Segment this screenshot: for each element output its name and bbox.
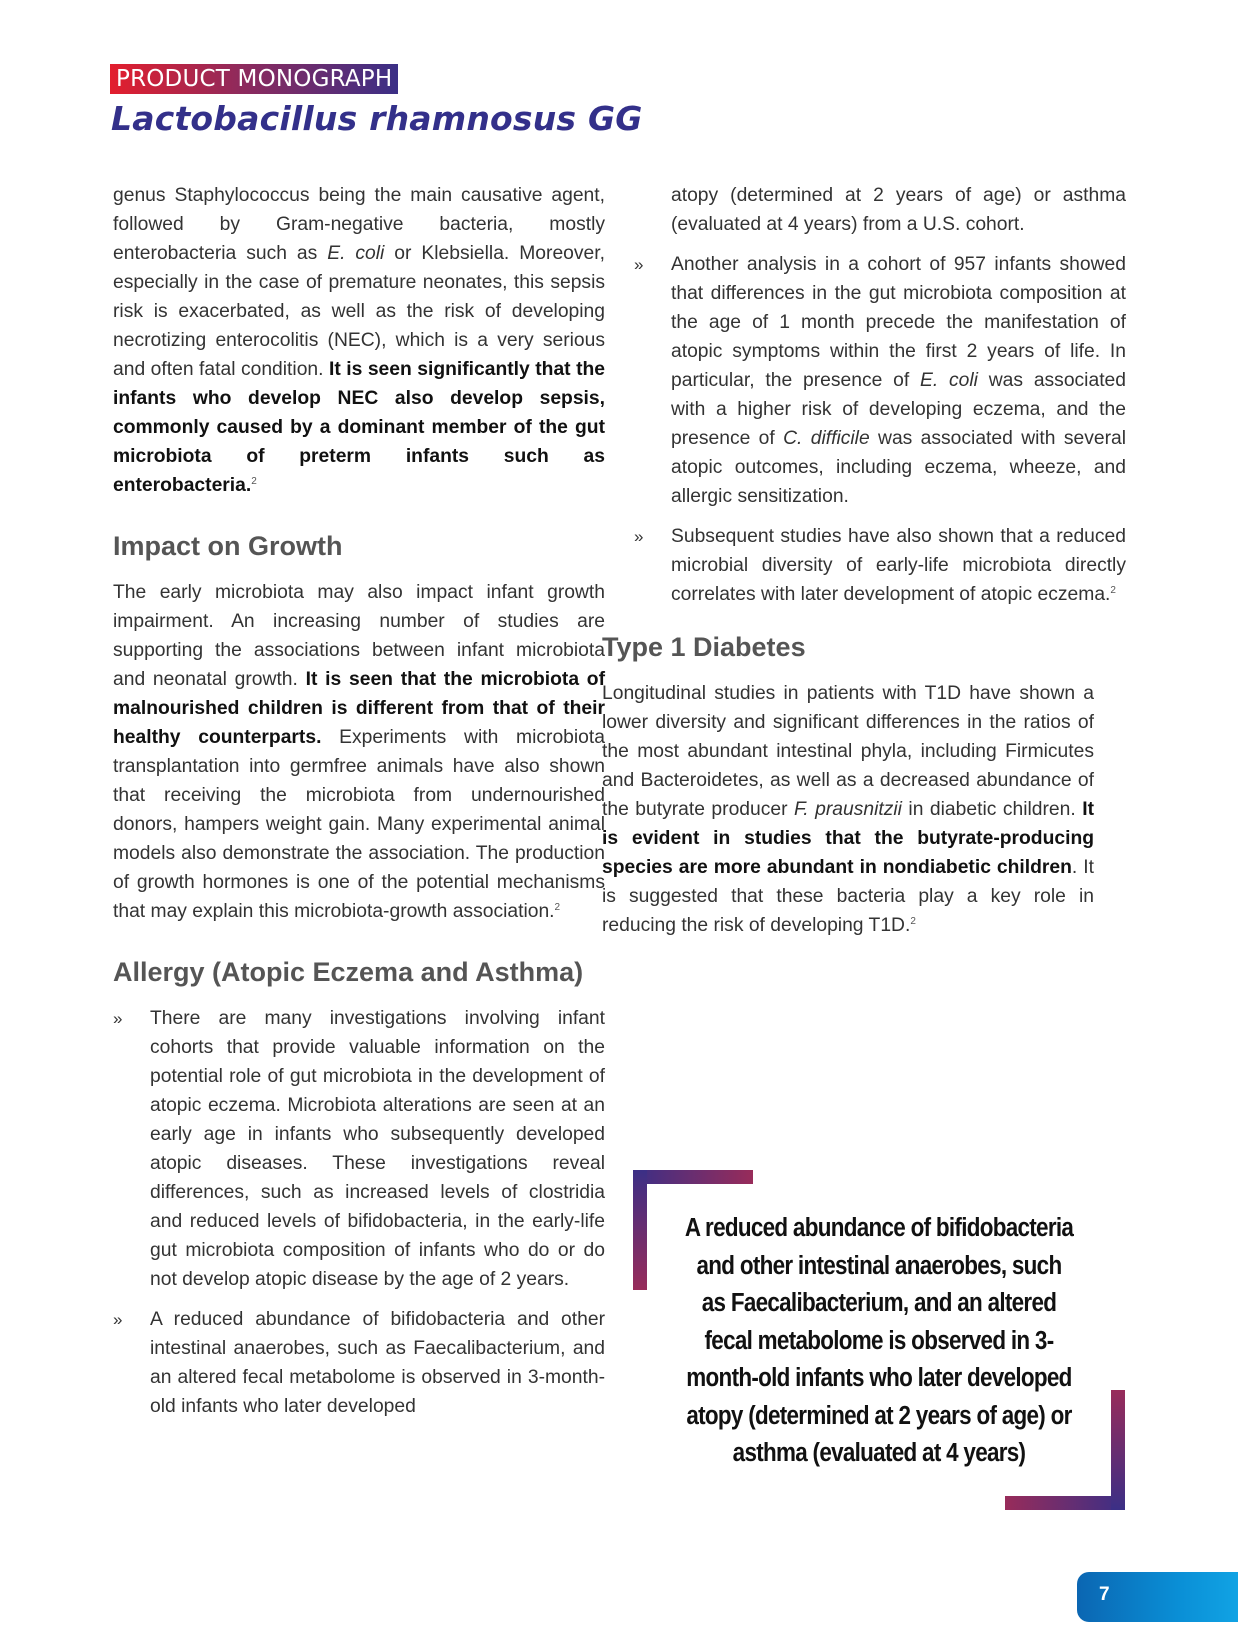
heading-impact-on-growth: Impact on Growth — [113, 531, 343, 561]
intro-paragraph — [113, 181, 605, 500]
list-item-continued — [634, 181, 1126, 239]
diabetes-text-2: in diabetic children. — [901, 799, 1083, 820]
reference-superscript: 2 — [251, 476, 257, 487]
intro-text-2: or Klebsiella. Moreover, especially in the case of premature neonates, this sepsis risk is exacerbated, as well as the risk of developing necrotizing enterocolitis (NEC), which is a very serious and often fatal condition. — [113, 243, 605, 380]
bullet-text: atopy (determined at 2 years of age) or asthma (evaluated at 4 years) from a U.S. cohort. — [671, 185, 1126, 235]
list-item — [113, 1004, 605, 1294]
list-item — [113, 1305, 605, 1421]
page-number-tab — [1077, 1572, 1238, 1622]
diabetes-bold-statement: It is evident in studies that the butyrate-producing species are more abundant in nondiabetic children — [602, 799, 1094, 878]
right-column — [602, 181, 1126, 940]
diabetes-text-1: Longitudinal studies in patients with T1D have shown a lower diversity and significant differences in the ratios of the most abundant intestinal phyla, including Firmicutes and Bacteroidetes, as well as a decreased abundance of the butyrate producer — [602, 683, 1094, 820]
bullet-text: Subsequent studies have also shown that a reduced microbial diversity of early-life microbiota directly correlates with later development of atopic eczema. — [671, 526, 1126, 605]
growth-text-2: Experiments with microbiota transplantation into germfree animals have also shown that receiving the microbiota from undernourished donors, hampers weight gain. Many experimental animal models also demonstrate the association. The production of growth hormones is one of the potential mechanisms that may explain this microbiota-growth association. — [113, 727, 605, 922]
bullet-italic-ecoli: E. coli — [919, 370, 978, 391]
bullet-italic-cdifficile: C. difficile — [783, 428, 870, 449]
bullet-marker-icon: » — [113, 1009, 123, 1028]
growth-paragraph — [113, 578, 605, 926]
growth-text-1: The early microbiota may also impact infant growth impairment. An increasing number of studies are supporting the associations between infant microbiota and neonatal growth. — [113, 582, 605, 690]
diabetes-paragraph — [602, 679, 1094, 940]
reference-superscript: 2 — [910, 916, 916, 927]
intro-italic-ecoli: E. coli — [327, 243, 385, 264]
allergy-bullet-list — [113, 1004, 605, 1421]
list-item — [634, 250, 1126, 511]
allergy-bullet-list-continued — [634, 181, 1126, 609]
bullet-text: A reduced abundance of bifidobacteria and other intestinal anaerobes, such as Faecalibacterium, and an altered fecal metabolome is observed in 3-month-old infants who later developed — [150, 1309, 605, 1417]
page-number: 7 — [1099, 1584, 1110, 1605]
left-column — [113, 181, 605, 1432]
intro-text-1: genus Staphylococcus being the main causative agent, followed by Gram-negative bacteria, mostly enterobacteria such as — [113, 185, 605, 264]
diabetes-text-3: . It is suggested that these bacteria play a key role in reducing the risk of developing T1D. — [602, 857, 1094, 936]
growth-bold-statement: It is seen that the microbiota of malnourished children is different from that of their healthy counterparts. — [113, 669, 605, 748]
pull-quote-text: A reduced abundance of bifidobacteria and other intestinal anaerobes, such as Faecalibacterium, and an altered fecal metabolome is observed in 3-month-old infants who later developed atopy (determined at 2 years of age) or asthma (evaluated at 4 years) — [684, 1214, 1074, 1467]
product-monograph-badge: PRODUCT MONOGRAPH — [110, 64, 398, 94]
heading-type-1-diabetes: Type 1 Diabetes — [602, 632, 806, 662]
bullet-marker-icon: » — [634, 255, 644, 274]
diabetes-italic-fprausnitzii: F. prausnitzii — [794, 799, 902, 820]
bullet-text-2: was associated with a higher risk of developing eczema, and the presence of — [671, 370, 1126, 449]
bullet-text-3: was associated with several atopic outcomes, including eczema, wheeze, and allergic sensitization. — [671, 428, 1126, 507]
reference-superscript: 2 — [1110, 585, 1116, 596]
heading-allergy: Allergy (Atopic Eczema and Asthma) — [113, 957, 584, 987]
bullet-text: There are many investigations involving infant cohorts that provide valuable information on the potential role of gut microbiota in the development of atopic eczema. Microbiota alterations are seen at an early age in infants who subsequently developed atopic diseases. These investigations reveal differences, such as increased levels of clostridia and reduced levels of bifidobacteria, in the early-life gut microbiota composition of infants who do or do not develop atopic disease by the age of 2 years. — [150, 1008, 605, 1290]
bullet-marker-icon: » — [634, 527, 644, 546]
list-item — [634, 522, 1126, 609]
document-title: Lactobacillus rhamnosus GG — [111, 99, 643, 138]
pull-quote — [633, 1170, 1125, 1510]
reference-superscript: 2 — [554, 902, 561, 913]
bullet-text-1: Another analysis in a cohort of 957 infants showed that differences in the gut microbiota composition at the age of 1 month precede the manifestation of atopic symptoms within the first 2 years of life. In particular, the presence of — [671, 254, 1126, 391]
intro-bold-statement: It is seen significantly that the infants who develop NEC also develop sepsis, commonly caused by a dominant member of the gut microbiota of preterm infants such as enterobacteria. — [113, 359, 606, 496]
bracket-bottom-right-icon — [1005, 1390, 1125, 1510]
bullet-marker-icon: » — [113, 1310, 123, 1329]
